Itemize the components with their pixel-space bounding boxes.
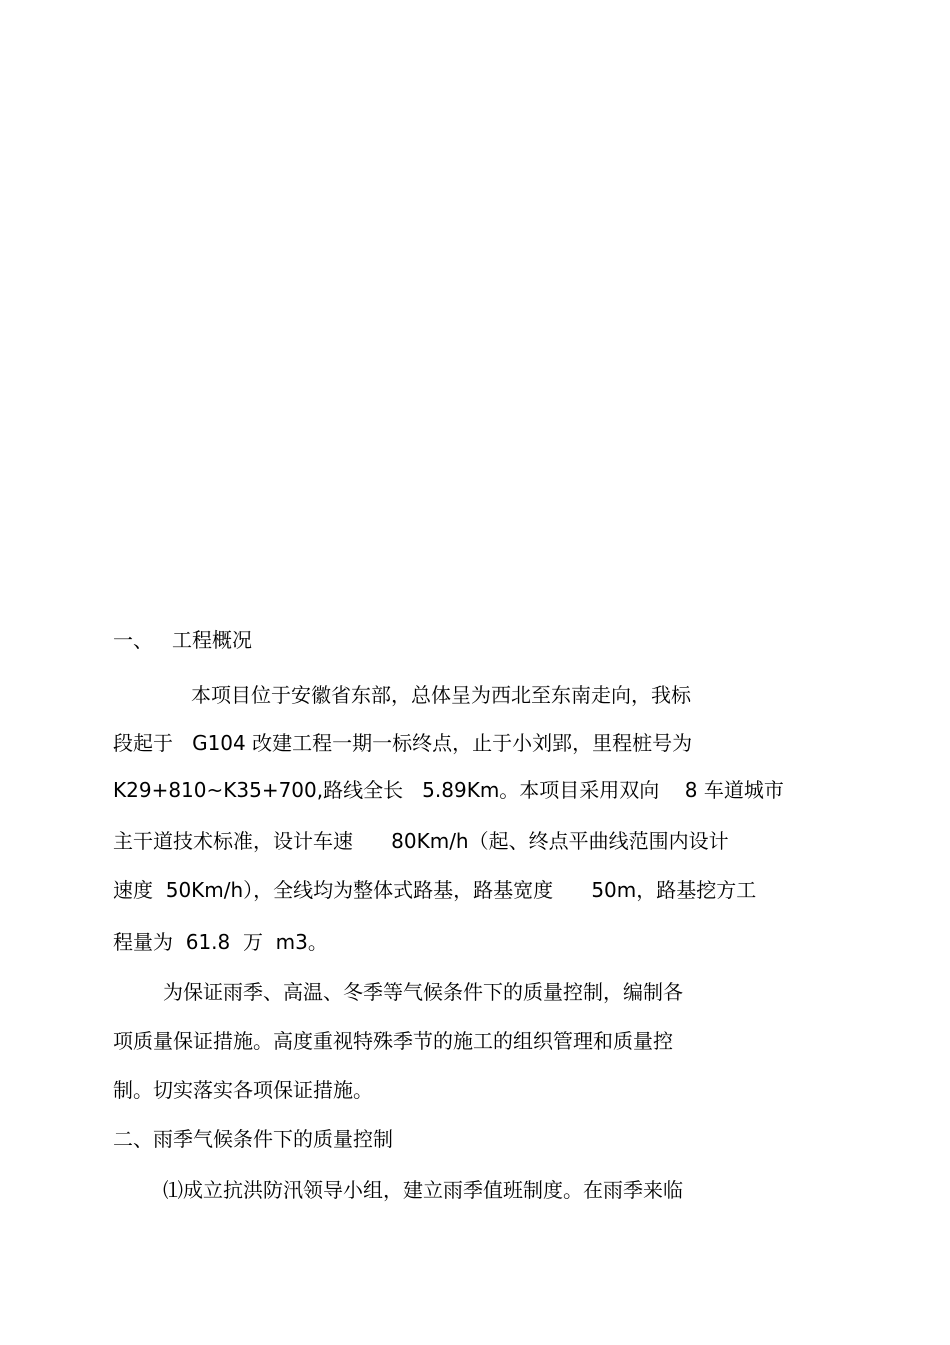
paragraph-3-line-1: ⑴成立抗洪防汛领导小组，建立雨季值班制度。在雨季来临: [163, 1178, 683, 1202]
paragraph-1-line-2: 段起于 G104 改建工程一期一标终点，止于小刘郢，里程桩号为: [113, 731, 693, 755]
paragraph-1-line-4: 主干道技术标准，设计车速 80Km/h（起、终点平曲线范围内设计: [113, 829, 729, 853]
paragraph-2-line-2: 项质量保证措施。高度重视特殊季节的施工的组织管理和质量控: [113, 1029, 673, 1053]
section-2-title: 二、雨季气候条件下的质量控制: [113, 1127, 393, 1151]
section-1-title: 工程概况: [172, 628, 252, 652]
paragraph-2-line-1: 为保证雨季、高温、冬季等气候条件下的质量控制，编制各: [163, 980, 683, 1004]
paragraph-1-line-5: 速度 50Km/h），全线均为整体式路基，路基宽度 50m，路基挖方工: [113, 878, 757, 902]
paragraph-1-line-3: K29+810~K35+700,路线全长 5.89Km。本项目采用双向 8 车道城市: [113, 778, 784, 802]
paragraph-2-line-3: 制。切实落实各项保证措施。: [113, 1078, 373, 1102]
paragraph-1-line-1: 本项目位于安徽省东部，总体呈为西北至东南走向，我标: [191, 683, 691, 707]
section-1-number: 一、: [113, 628, 153, 652]
paragraph-1-line-6: 程量为 61.8 万 m3。: [113, 930, 328, 954]
